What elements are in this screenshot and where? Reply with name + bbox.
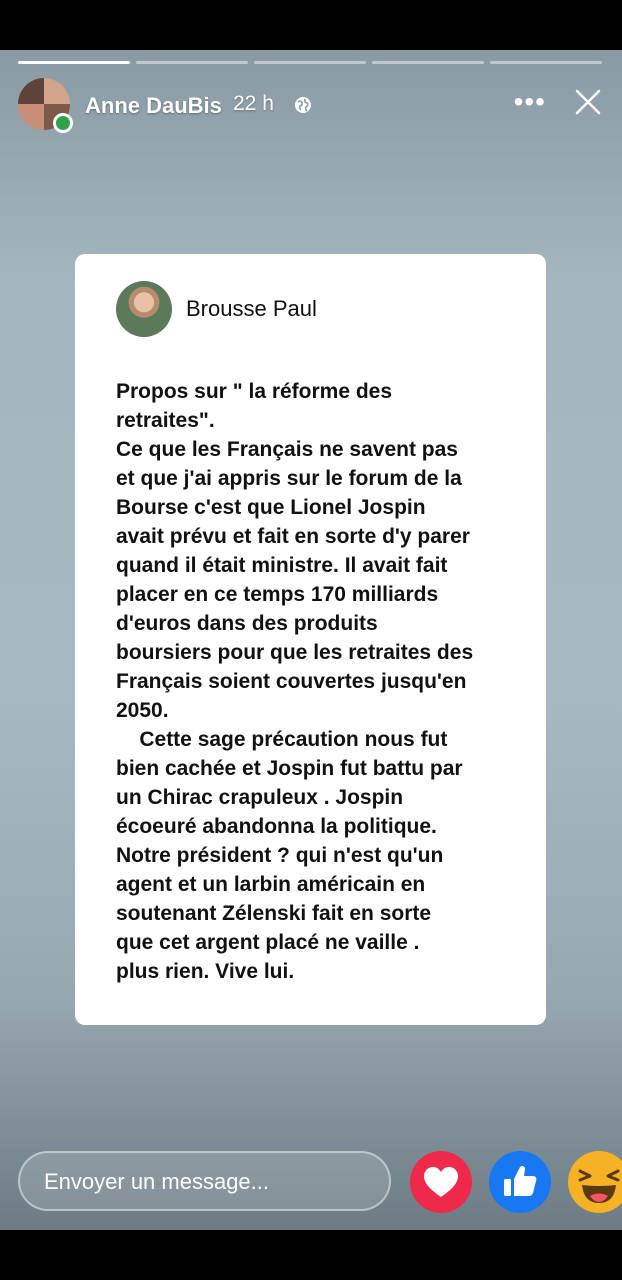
message-input[interactable]	[42, 1153, 366, 1211]
post-text: Propos sur " la réforme des retraites". Ce que les Français ne savent pas et que j'ai appris sur le forum de la Bourse c'est que Lionel Jospin avait prévu et fait en sorte d'y parer quand il était ministre. Il avait fait placer en ce temps 170 milliards d'euros dans des produits boursiers pour que les retraites des Français soient couvertes jusqu'en 2050. Cette sage précaution nous fut bien cachée et Jospin fut battu par un Chirac crapuleux . Jospin écoeuré abandonna la politique. Notre président ? qui n'est qu'un agent et un larbin américain en soutenant Zélenski fait en sorte que cet argent placé ne vaille . plus rien. Vive lui.	[116, 380, 474, 983]
heart-reaction-icon	[410, 1151, 472, 1213]
haha-reaction-icon	[568, 1151, 622, 1213]
close-icon[interactable]	[574, 88, 602, 116]
story-header	[18, 78, 604, 132]
progress-segment	[18, 61, 130, 64]
globe-icon	[294, 96, 312, 114]
haha-reaction-button[interactable]	[568, 1151, 622, 1213]
like-reaction-icon	[489, 1151, 551, 1213]
online-status-icon	[53, 113, 73, 133]
progress-segment	[490, 61, 602, 64]
post-author-avatar	[116, 281, 172, 337]
more-options-icon[interactable]: •••	[513, 86, 546, 117]
message-composer[interactable]	[18, 1151, 391, 1211]
progress-segment	[372, 61, 484, 64]
status-bar-area	[0, 0, 622, 50]
navigation-bar-area	[0, 1230, 622, 1280]
story-viewer[interactable]	[0, 50, 622, 1230]
progress-segment	[254, 61, 366, 64]
post-time: 22 h	[233, 92, 274, 115]
shared-post-card	[75, 254, 546, 1025]
like-reaction-button[interactable]	[489, 1151, 551, 1213]
post-author-name: Brousse Paul	[186, 296, 317, 321]
heart-reaction-button[interactable]	[410, 1151, 472, 1213]
progress-segment	[136, 61, 248, 64]
author-name[interactable]: Anne DauBis	[85, 93, 222, 118]
story-progress-bar	[18, 61, 602, 64]
